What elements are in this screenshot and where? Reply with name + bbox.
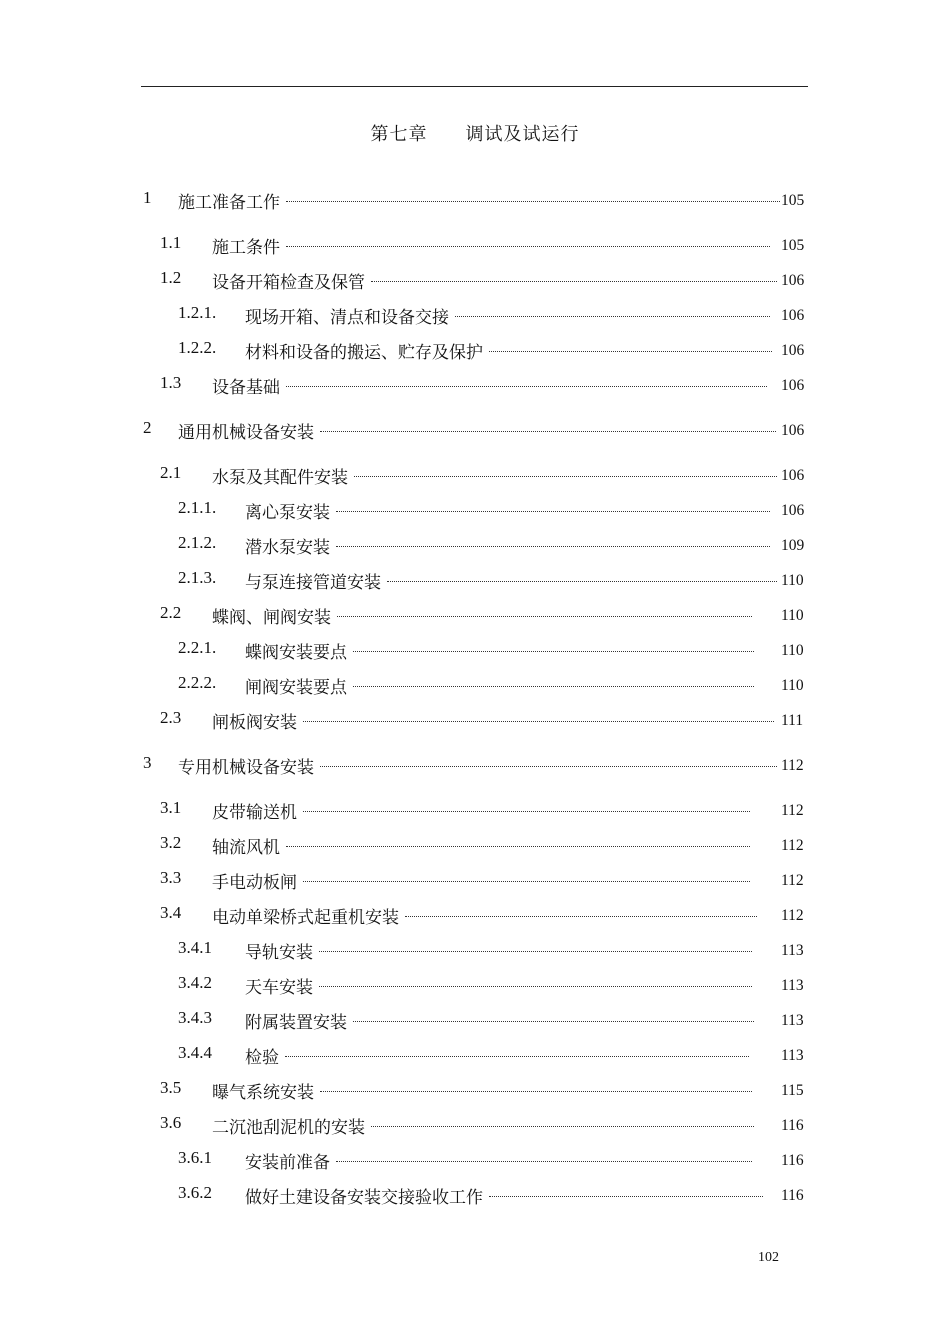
toc-entry-page: 116 [781, 1117, 804, 1134]
toc-entry-number: 2.1.2. [178, 533, 217, 552]
toc-entry[interactable] [0, 708, 950, 732]
toc-entry-number: 2.3 [160, 708, 182, 727]
toc-entry-number: 2.2 [160, 603, 182, 622]
toc-entry-title: 施工条件 [212, 238, 280, 258]
toc-dot-leader [286, 201, 780, 202]
toc-entry-page: 106 [781, 342, 805, 359]
toc-dot-leader [320, 1091, 752, 1092]
toc-entry-page: 110 [781, 677, 804, 694]
toc-entry-title: 曝气系统安装 [212, 1083, 314, 1103]
toc-entry-number: 3.5 [160, 1078, 182, 1097]
toc-entry-number: 3.4.2 [178, 973, 212, 992]
toc-dot-leader [371, 1126, 754, 1127]
toc-entry-title: 做好土建设备安装交接验收工作 [245, 1188, 483, 1208]
toc-dot-leader [303, 811, 750, 812]
toc-entry[interactable] [0, 418, 950, 442]
toc-dot-leader [336, 546, 770, 547]
toc-entry[interactable] [0, 973, 950, 997]
toc-dot-leader [320, 431, 776, 432]
page-number: 102 [758, 1250, 779, 1265]
toc-entry-title: 水泵及其配件安装 [212, 468, 348, 488]
toc-entry-number: 2.1.3. [178, 568, 217, 587]
toc-entry[interactable] [0, 498, 950, 522]
toc-dot-leader [353, 686, 754, 687]
toc-dot-leader [286, 386, 767, 387]
toc-dot-leader [336, 511, 770, 512]
toc-dot-leader [286, 846, 750, 847]
toc-entry-title: 检验 [245, 1048, 279, 1068]
toc-entry[interactable] [0, 868, 950, 892]
toc-entry-number: 3 [143, 753, 152, 772]
toc-entry-title: 皮带输送机 [212, 803, 297, 823]
toc-entry-title: 附属装置安装 [245, 1013, 347, 1033]
toc-entry[interactable] [0, 268, 950, 292]
toc-entry-number: 2.2.1. [178, 638, 217, 657]
toc-entry-page: 113 [781, 1047, 804, 1064]
toc-entry-page: 110 [781, 572, 804, 589]
toc-entry[interactable] [0, 1183, 950, 1207]
toc-entry[interactable] [0, 233, 950, 257]
toc-entry-title: 设备开箱检查及保管 [212, 273, 365, 293]
chapter-title: 第七章 调试及试运行 [370, 124, 580, 145]
toc-entry[interactable] [0, 1043, 950, 1067]
toc-entry-page: 110 [781, 607, 804, 624]
toc-entry-title: 施工准备工作 [178, 193, 280, 213]
toc-entry-number: 1.3 [160, 373, 182, 392]
toc-entry-title: 导轨安装 [245, 943, 313, 963]
toc-entry-title: 轴流风机 [212, 838, 280, 858]
toc-entry[interactable] [0, 533, 950, 557]
toc-entry-number: 1.2.1. [178, 303, 217, 322]
toc-entry-number: 1.2 [160, 268, 182, 287]
toc-entry-page: 112 [781, 802, 804, 819]
toc-dot-leader [337, 616, 752, 617]
toc-entry-page: 113 [781, 977, 804, 994]
toc-entry-number: 3.4.1 [178, 938, 212, 957]
toc-dot-leader [455, 316, 770, 317]
toc-entry-number: 1 [143, 188, 152, 207]
toc-dot-leader [387, 581, 777, 582]
toc-entry[interactable] [0, 338, 950, 362]
toc-entry-number: 3.4.3 [178, 1008, 212, 1027]
toc-entry-number: 2.2.2. [178, 673, 217, 692]
toc-entry-page: 113 [781, 1012, 804, 1029]
toc-dot-leader [354, 476, 777, 477]
toc-entry-page: 106 [781, 272, 805, 289]
toc-entry-title: 与泵连接管道安装 [245, 573, 381, 593]
toc-entry-title: 二沉池刮泥机的安装 [212, 1118, 365, 1138]
toc-entry-title: 天车安装 [245, 978, 313, 998]
toc-entry-page: 106 [781, 467, 805, 484]
toc-entry-page: 116 [781, 1152, 804, 1169]
toc-entry-page: 105 [781, 192, 805, 209]
toc-entry-page: 115 [781, 1082, 804, 1099]
toc-entry-title: 专用机械设备安装 [178, 758, 314, 778]
toc-entry-title: 现场开箱、清点和设备交接 [245, 308, 449, 328]
toc-entry-title: 潜水泵安装 [245, 538, 330, 558]
toc-entry[interactable] [0, 463, 950, 487]
toc-dot-leader [353, 1021, 754, 1022]
toc-entry-page: 106 [781, 422, 805, 439]
toc-entry[interactable] [0, 673, 950, 697]
toc-dot-leader [285, 1056, 749, 1057]
toc-entry-number: 3.6.2 [178, 1183, 212, 1202]
toc-entry-title: 电动单梁桥式起重机安装 [212, 908, 399, 928]
toc-entry[interactable] [0, 373, 950, 397]
toc-dot-leader [320, 766, 777, 767]
toc-entry-title: 设备基础 [212, 378, 280, 398]
toc-dot-leader [319, 986, 752, 987]
toc-entry-page: 113 [781, 942, 804, 959]
toc-entry[interactable] [0, 903, 950, 927]
toc-entry-page: 106 [781, 377, 805, 394]
toc-entry-title: 蝶阀安装要点 [245, 643, 347, 663]
toc-entry[interactable] [0, 938, 950, 962]
toc-dot-leader [405, 916, 757, 917]
toc-entry[interactable] [0, 603, 950, 627]
toc-entry-page: 106 [781, 307, 805, 324]
toc-entry-title: 蝶阀、闸阀安装 [212, 608, 331, 628]
toc-entry-page: 111 [781, 712, 804, 729]
toc-entry-title: 闸板阀安装 [212, 713, 297, 733]
toc-entry-page: 112 [781, 837, 804, 854]
toc-entry[interactable] [0, 1148, 950, 1172]
toc-entry[interactable] [0, 638, 950, 662]
toc-entry[interactable] [0, 1113, 950, 1137]
toc-entry[interactable] [0, 753, 950, 777]
toc-entry-title: 安装前准备 [245, 1153, 330, 1173]
toc-entry-title: 通用机械设备安装 [178, 423, 314, 443]
toc-dot-leader [336, 1161, 752, 1162]
toc-entry-number: 1.2.2. [178, 338, 217, 357]
toc-entry-page: 105 [781, 237, 805, 254]
toc-entry-title: 离心泵安装 [245, 503, 330, 523]
toc-entry-title: 材料和设备的搬运、贮存及保护 [245, 343, 483, 363]
toc-entry-number: 3.1 [160, 798, 182, 817]
toc-entry-page: 116 [781, 1187, 804, 1204]
header-rule [141, 86, 808, 87]
toc-dot-leader [371, 281, 777, 282]
toc-entry-number: 3.4.4 [178, 1043, 212, 1062]
toc-entry-number: 3.6 [160, 1113, 182, 1132]
toc-entry-number: 2.1.1. [178, 498, 217, 517]
toc-entry[interactable] [0, 1078, 950, 1102]
toc-entry-page: 110 [781, 642, 804, 659]
toc-dot-leader [286, 246, 770, 247]
toc-dot-leader [489, 351, 772, 352]
toc-dot-leader [489, 1196, 763, 1197]
toc-entry-number: 3.3 [160, 868, 182, 887]
toc-entry-number: 3.6.1 [178, 1148, 212, 1167]
toc-entry-page: 109 [781, 537, 805, 554]
toc-entry[interactable] [0, 303, 950, 327]
toc-entry[interactable] [0, 188, 950, 212]
toc-entry-number: 2 [143, 418, 152, 437]
toc-entry[interactable] [0, 833, 950, 857]
toc-dot-leader [319, 951, 752, 952]
toc-dot-leader [353, 651, 754, 652]
toc-entry-page: 112 [781, 872, 804, 889]
toc-entry[interactable] [0, 798, 950, 822]
toc-entry-number: 3.4 [160, 903, 182, 922]
toc-entry-page: 106 [781, 502, 805, 519]
toc-entry-page: 112 [781, 757, 804, 774]
toc-entry-number: 1.1 [160, 233, 182, 252]
toc-entry-title: 手电动板闸 [212, 873, 297, 893]
toc-entry-page: 112 [781, 907, 804, 924]
toc-entry-number: 3.2 [160, 833, 182, 852]
toc-entry[interactable] [0, 568, 950, 592]
toc-dot-leader [303, 721, 774, 722]
toc-entry-title: 闸阀安装要点 [245, 678, 347, 698]
toc-entry[interactable] [0, 1008, 950, 1032]
toc-dot-leader [303, 881, 750, 882]
toc-entry-number: 2.1 [160, 463, 182, 482]
